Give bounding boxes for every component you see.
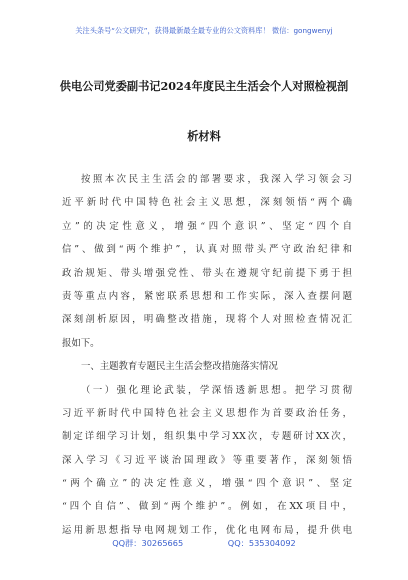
body-line: 深刻剖析原因，明确整改措施，现将个人对照检查情况汇 <box>62 314 352 326</box>
document-title-line-1: 供电公司党委副书记2024年度民主生活会个人对照检视剖 <box>59 79 349 93</box>
document-title-line-2: 析材料 <box>187 129 221 143</box>
body-line: “两个确立”的决定性意义，增强“四个意识”、坚定 <box>62 478 352 490</box>
body-line: 政治规矩、带头增强党性、带头在遵规守纪前提下勇于担 <box>62 267 352 279</box>
footer-qq-group: QQ群：30265665 <box>112 538 184 548</box>
body-line: （一）强化理论武装，学深悟透新思想。把学习贯彻 <box>81 384 352 396</box>
section-heading: 一、主题教育专题民主生活会整改措施落实情况 <box>81 361 278 373</box>
body-line: “四个自信”、做到“两个维护”。例如，在XX项目中， <box>62 501 352 513</box>
body-line: 深入学习《习近平谈治国理政》等重要著作，深刻领悟 <box>62 454 352 466</box>
body-line: 立”的决定性意义，增强“四个意识”、坚定“四个自 <box>62 220 352 232</box>
body-line: 制定详细学习计划，组织集中学习XX次，专题研讨XX次， <box>62 431 352 443</box>
footer <box>0 538 408 549</box>
body-line: 运用新思想指导电网规划工作，优化电网布局，提升供电 <box>62 524 352 536</box>
header-banner: 关注头条号“公文研究”，获得最新最全最专业的公文资料库！ 微信：gongwenyj <box>75 26 333 35</box>
body-line: 责等重点内容，紧密联系思想和工作实际，深入查摆问题 <box>62 290 352 302</box>
footer-qq: QQ：535304092 <box>227 538 296 548</box>
body-line: 报如下。 <box>62 337 100 349</box>
body-line: 习近平新时代中国特色社会主义思想作为首要政治任务， <box>62 407 352 419</box>
body-line: 信”、做到“两个维护”，认真对照带头严守政治纪律和 <box>62 244 352 256</box>
document-body <box>62 168 352 542</box>
body-line: 近平新时代中国特色社会主义思想，深刻领悟“两个确 <box>62 197 352 209</box>
body-line: 按照本次民主生活会的部署要求，我深入学习领会习 <box>81 174 352 185</box>
